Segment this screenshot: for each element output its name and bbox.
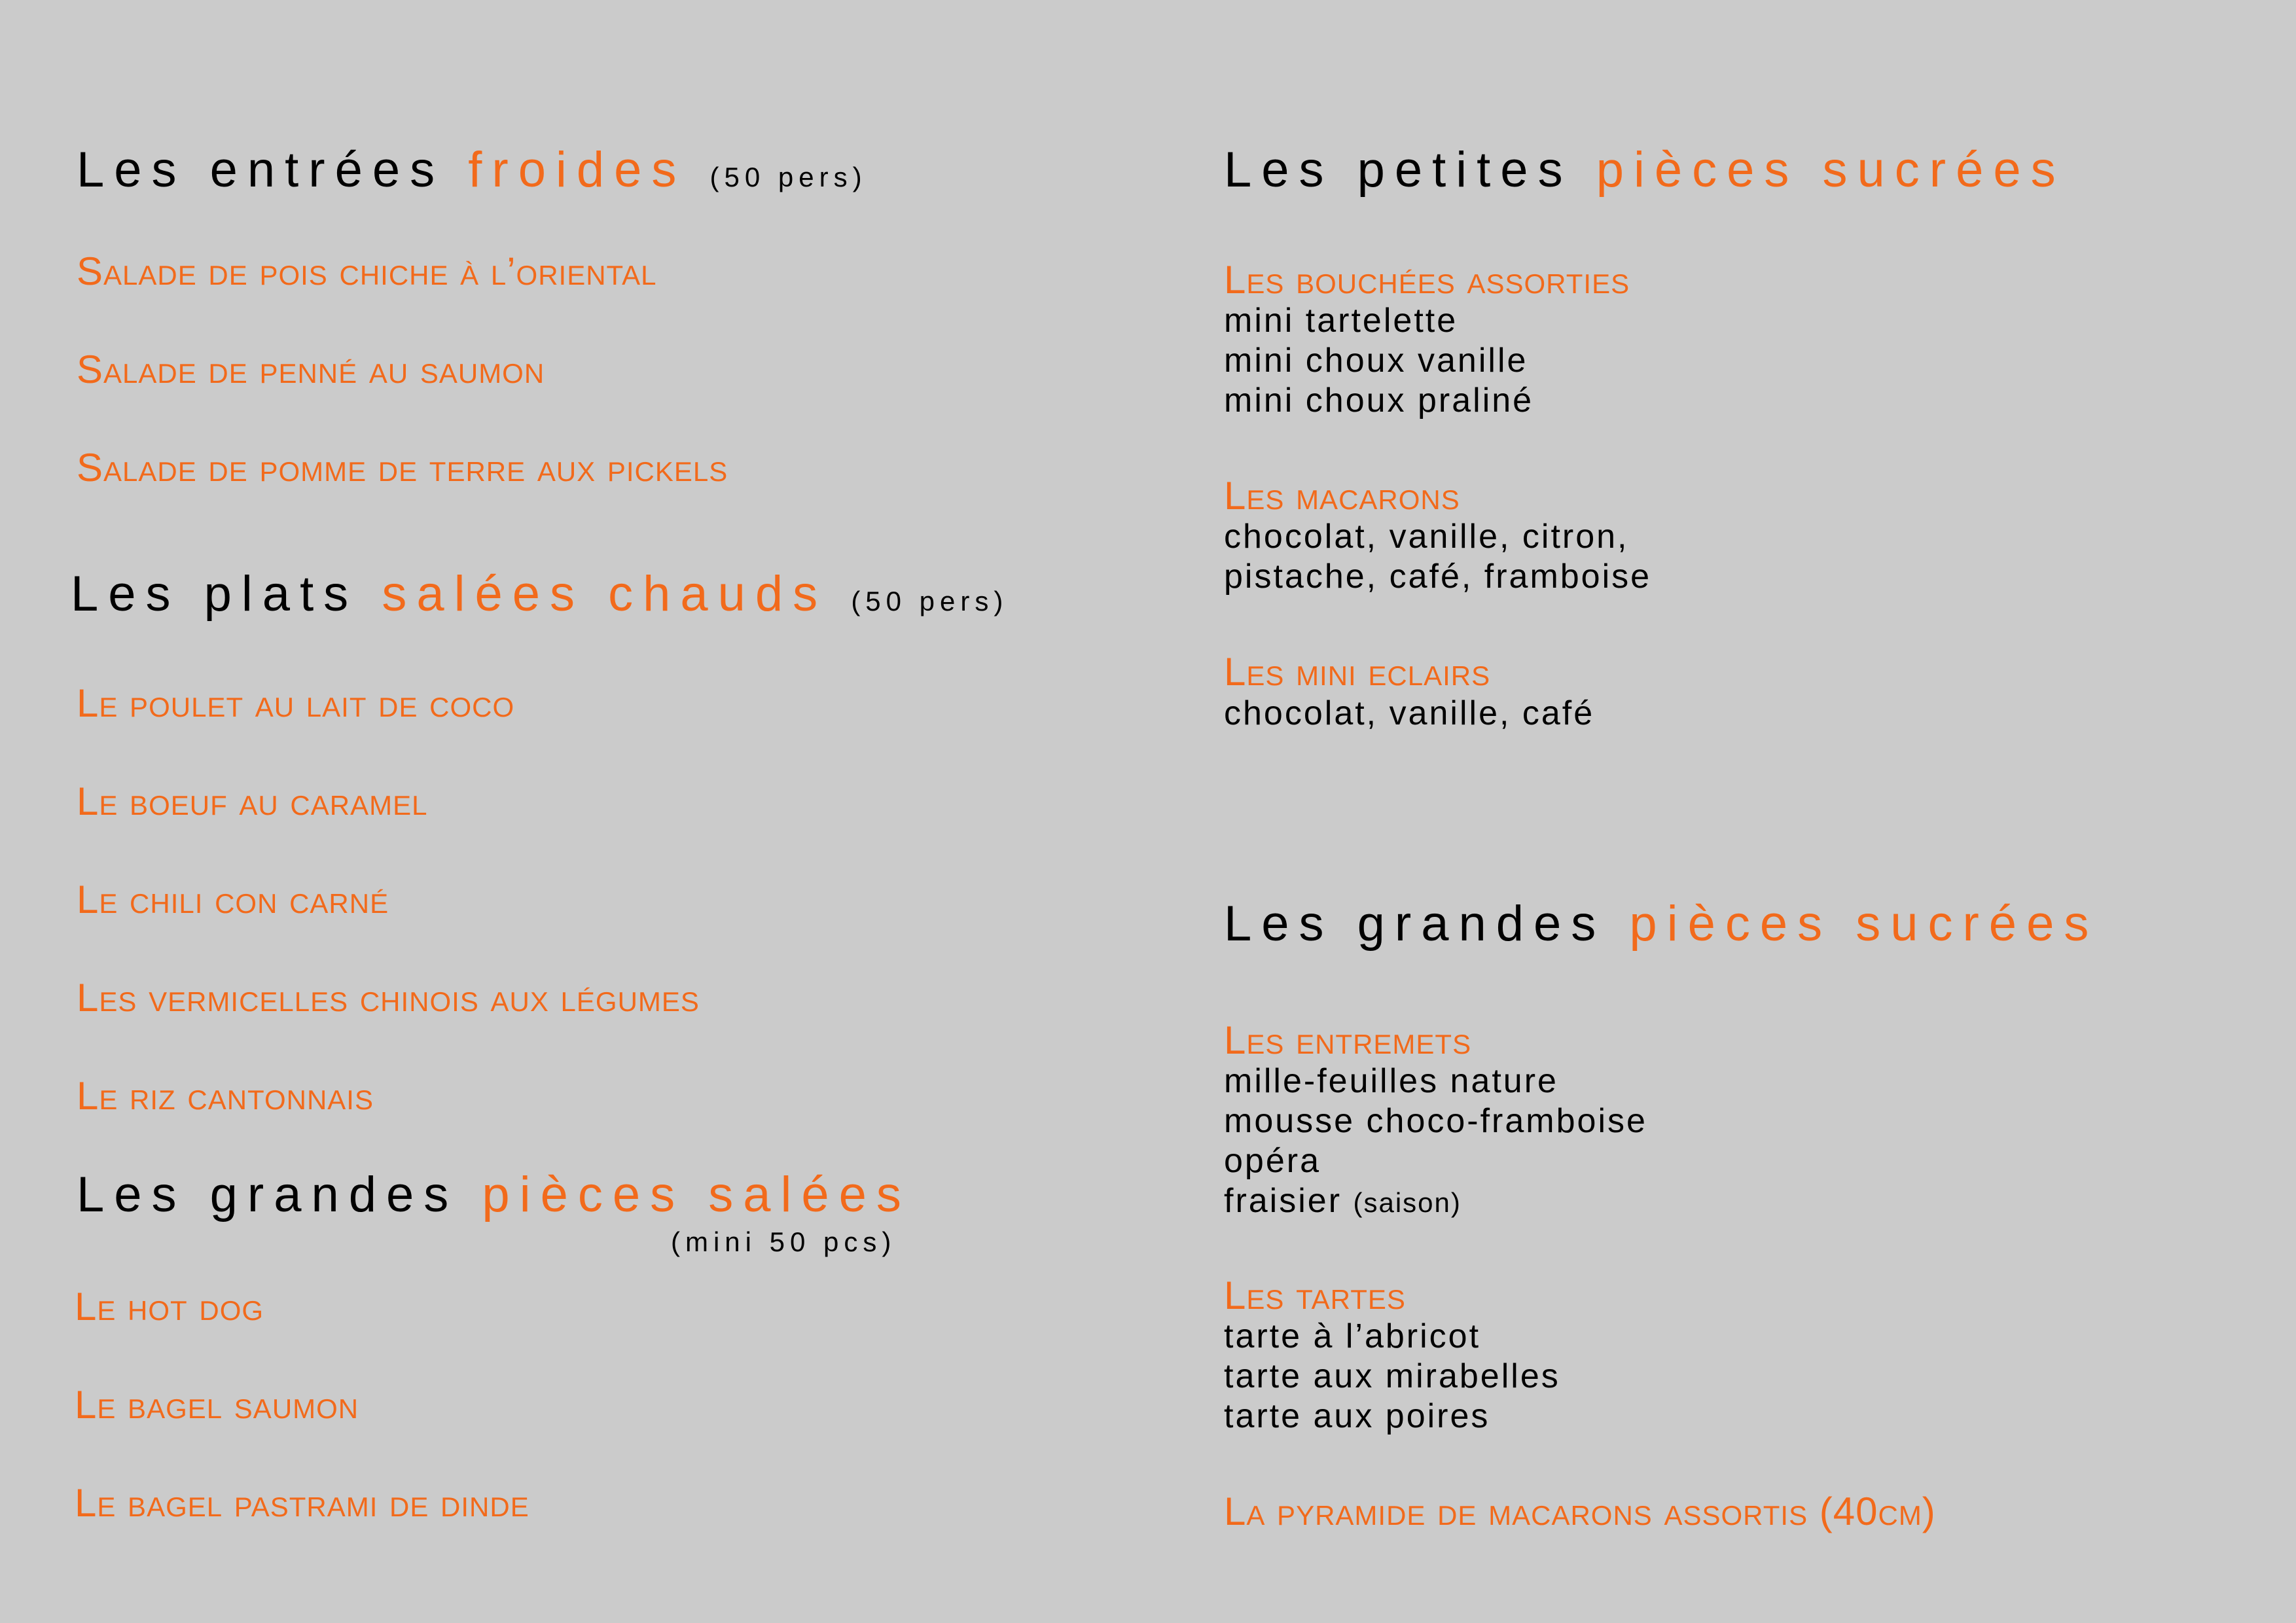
group-line: pistache, café, framboise	[1224, 558, 1652, 596]
menu-item: Salade de pois chiche à l’oriental	[77, 249, 657, 293]
group-lines	[1224, 301, 1534, 421]
heading-note: (50 pers)	[709, 162, 867, 192]
heading-entrees-froides	[77, 142, 867, 198]
heading-orange: pièces sucrées	[1596, 142, 2066, 198]
group-title: Les macarons	[1224, 474, 1460, 518]
heading-black: Les grandes	[1224, 896, 1606, 952]
group-lines	[1224, 1317, 1560, 1436]
group-line: opéra	[1224, 1142, 1321, 1180]
menu-item: Le chili con carné	[77, 878, 389, 921]
menu-item: Le poulet au lait de coco	[77, 681, 515, 725]
menu-item: Salade de pomme de terre aux pickels	[77, 446, 728, 490]
group-title: Les mini eclairs	[1224, 650, 1491, 694]
group-line: tarte à l’abricot	[1224, 1317, 1481, 1355]
heading-black: Les petites	[1224, 142, 1573, 198]
group-lines	[1224, 694, 1594, 734]
group-line: mini choux praliné	[1224, 382, 1534, 419]
heading-note: (50 pers)	[851, 586, 1009, 616]
heading-grandes-sucrees	[1224, 896, 2099, 952]
heading-orange: salées chauds	[382, 566, 828, 622]
group-title: Les bouchées assorties	[1224, 258, 1630, 302]
group-lines	[1224, 1061, 1647, 1222]
menu-item: Le boeuf au caramel	[77, 779, 428, 823]
group-line: mille-feuilles nature	[1224, 1062, 1558, 1100]
group-line: mini choux vanille	[1224, 342, 1528, 380]
group-lines	[1224, 517, 1651, 597]
group-line-text: fraisier	[1224, 1182, 1342, 1220]
menu-item: Les vermicelles chinois aux légumes	[77, 976, 700, 1020]
heading-orange: pièces sucrées	[1629, 896, 2099, 952]
heading-black: Les entrées	[77, 142, 445, 198]
group-line: chocolat, vanille, citron,	[1224, 518, 1629, 556]
heading-petites-sucrees	[1224, 142, 2066, 198]
group-line	[1224, 1181, 1647, 1222]
group-line: mini tartelette	[1224, 302, 1458, 340]
menu-item: Le riz cantonnais	[77, 1074, 374, 1118]
group-line: tarte aux mirabelles	[1224, 1357, 1560, 1395]
menu-item: Le bagel saumon	[75, 1383, 359, 1427]
group-line: chocolat, vanille, café	[1224, 694, 1595, 732]
menu-item: Le hot dog	[75, 1285, 264, 1329]
heading-orange: pièces salées	[482, 1167, 911, 1222]
heading-orange: froides	[468, 142, 687, 198]
group-title: La pyramide de macarons assortis (40cm)	[1224, 1489, 1936, 1533]
group-line: mousse choco-framboise	[1224, 1102, 1647, 1140]
heading-black: Les plats	[71, 566, 359, 622]
group-title: Les tartes	[1224, 1274, 1406, 1317]
menu-item: Le bagel pastrami de dinde	[75, 1481, 529, 1525]
heading-grandes-salees	[77, 1167, 911, 1222]
heading-note: (mini 50 pcs)	[671, 1226, 897, 1257]
group-line-note: (saison)	[1353, 1187, 1462, 1218]
group-line: tarte aux poires	[1224, 1397, 1490, 1435]
heading-black: Les grandes	[77, 1167, 459, 1222]
group-title: Les entremets	[1224, 1018, 1472, 1062]
menu-item: Salade de penné au saumon	[77, 348, 545, 391]
heading-plats-chauds	[71, 566, 1009, 622]
